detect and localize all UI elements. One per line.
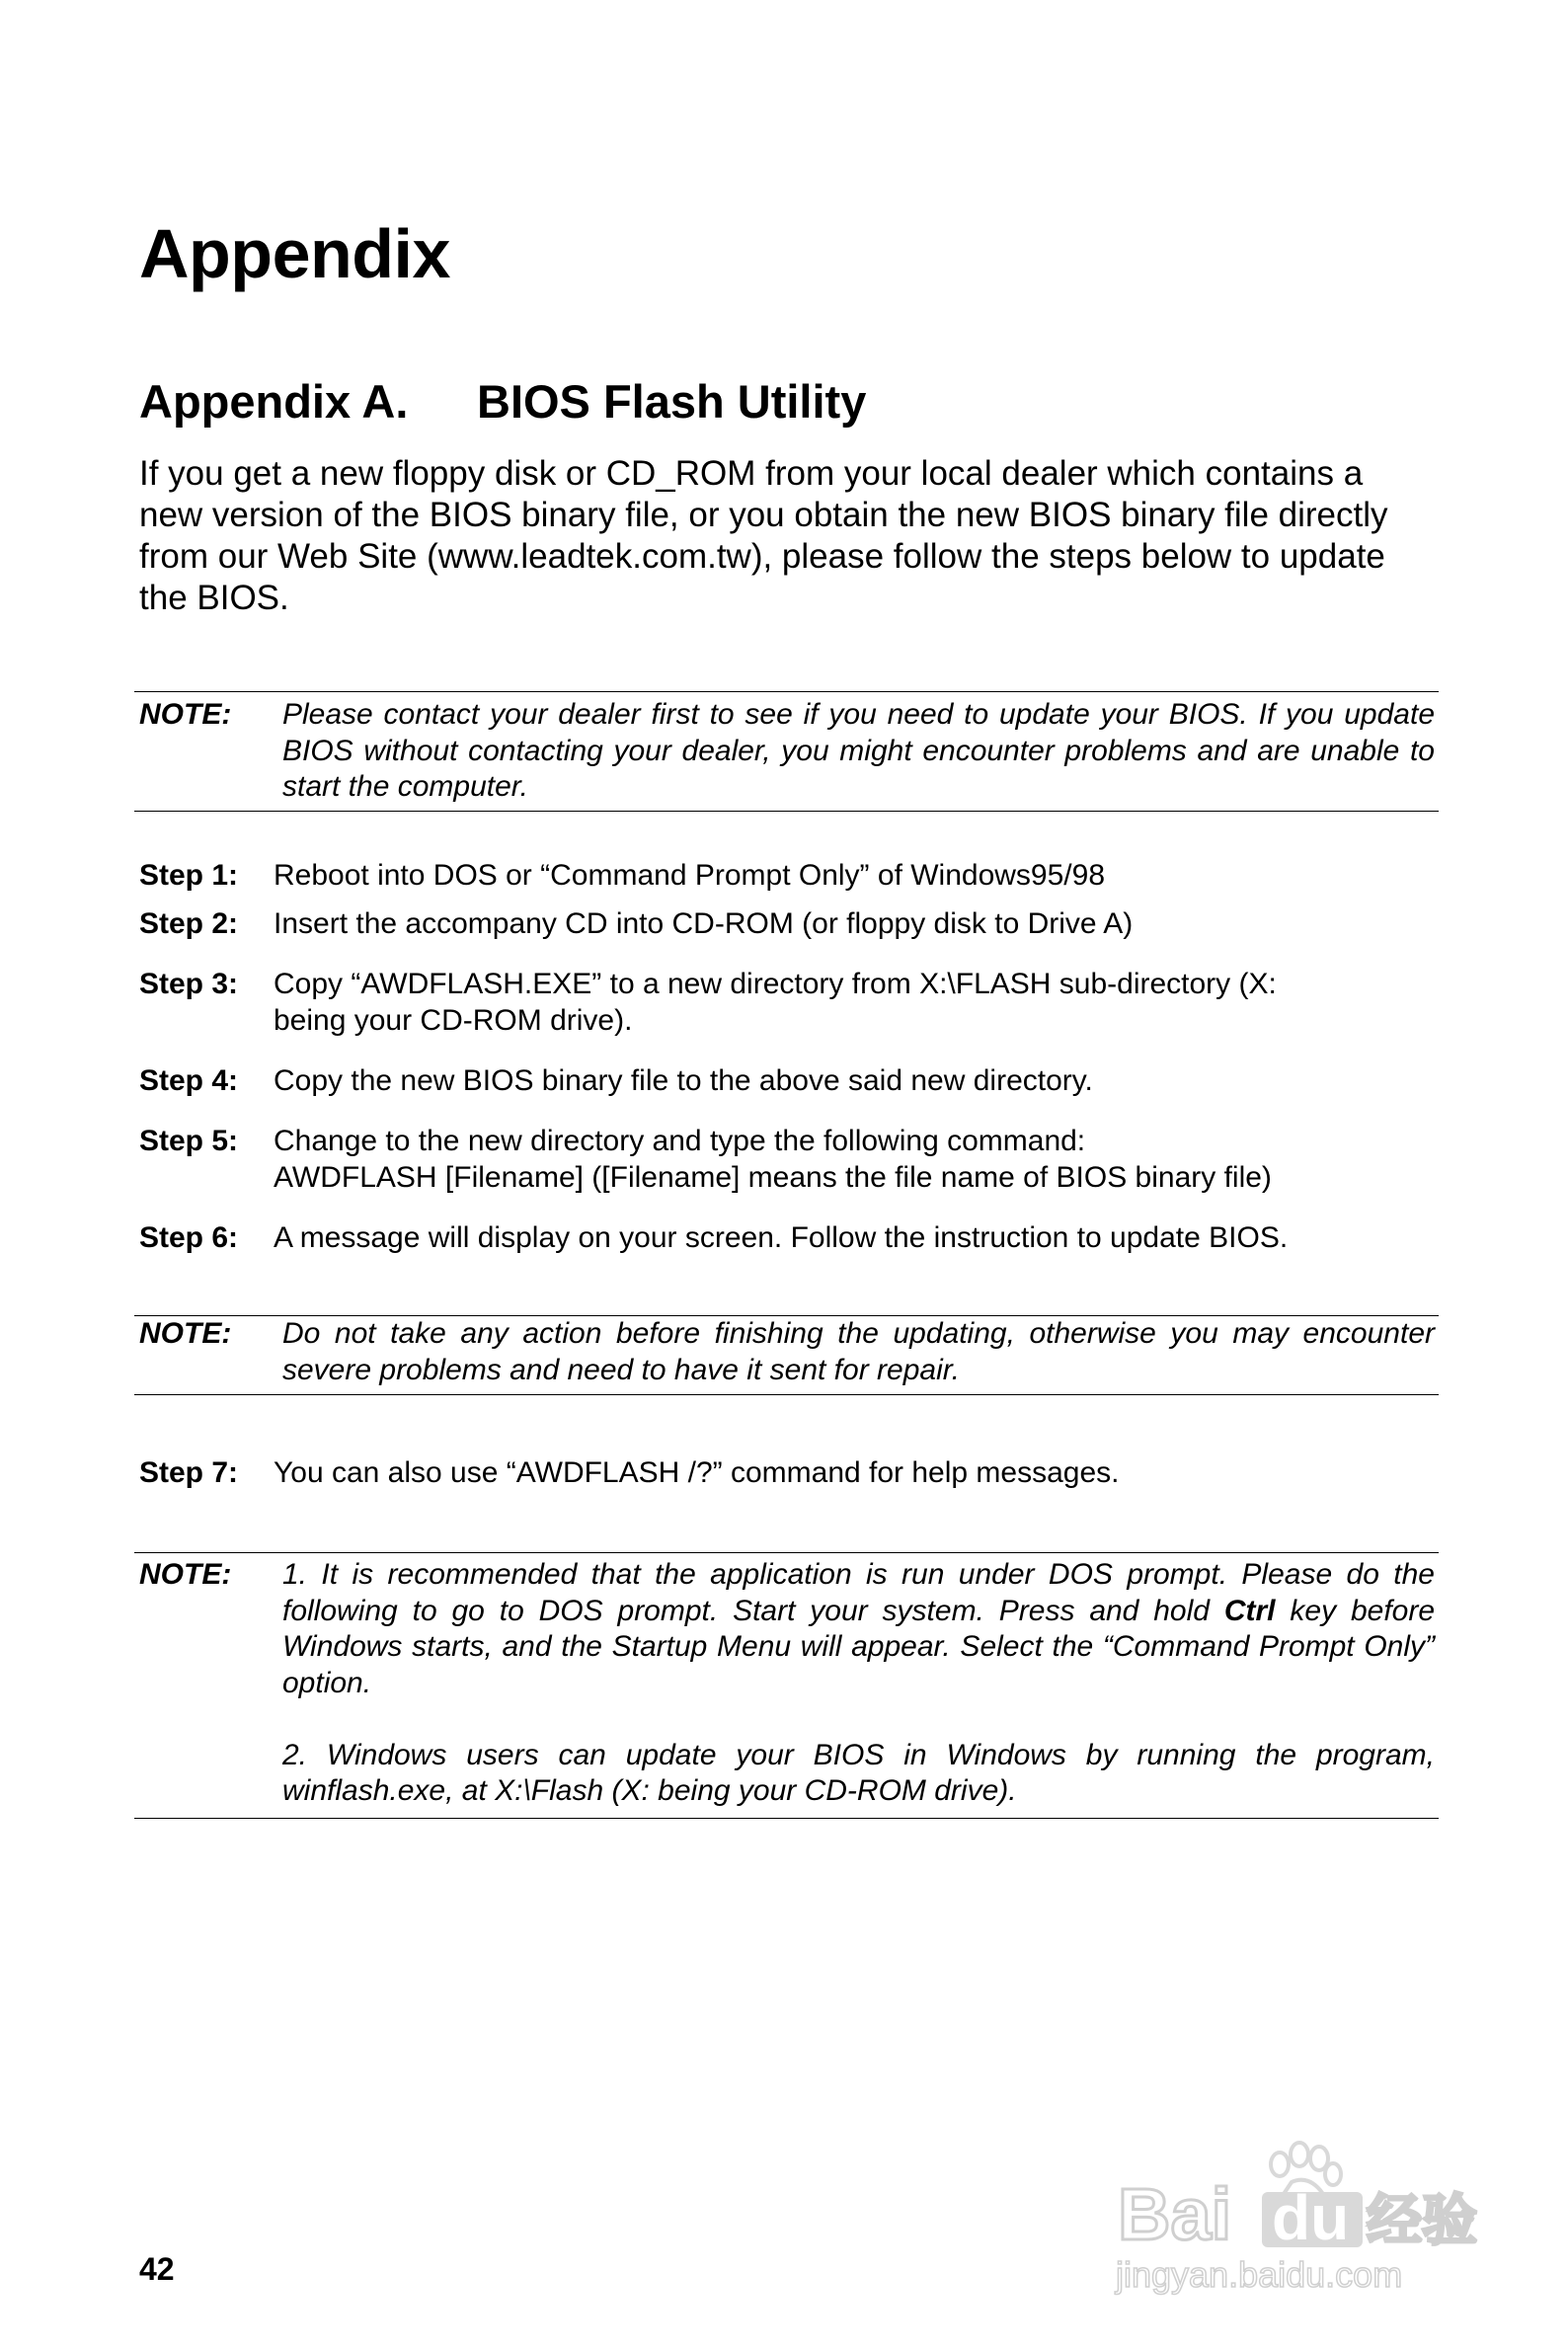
- note-paragraph: Do not take any action before finishing the updating, otherwise you may encounter severe problems and need to have it sent for repair.: [282, 1317, 1435, 1386]
- step-text: Reboot into DOS or “Command Prompt Only” of Windows95/98: [274, 859, 1106, 892]
- note-label: NOTE:: [139, 698, 232, 731]
- note-label: NOTE:: [139, 1317, 232, 1350]
- divider: [134, 1552, 1439, 1553]
- step-label: Step 2:: [139, 907, 239, 940]
- section-heading: [139, 375, 867, 428]
- divider: [134, 691, 1439, 692]
- divider: [134, 811, 1439, 812]
- svg-text:du: du: [1272, 2182, 1350, 2253]
- step-label: Step 5:: [139, 1125, 239, 1157]
- baidu-watermark: [1104, 2113, 1479, 2301]
- note-text: [282, 1316, 1435, 1388]
- svg-text:Bai: Bai: [1118, 2173, 1232, 2255]
- step-label: Step 6:: [139, 1221, 239, 1254]
- svg-text:经验: 经验: [1367, 2189, 1477, 2253]
- divider: [134, 1394, 1439, 1395]
- note-text: [282, 1557, 1435, 1810]
- note-paragraph: 1. It is recommended that the application is run under DOS prompt. Please do the following to go to DOS prompt. Start your system. Press and hold Ctrl key before Windows starts, and the Startup Menu will appear. Select the “Command Prompt Only” option.: [282, 1558, 1436, 1699]
- step-label: Step 3:: [139, 968, 239, 1000]
- intro-paragraph: If you get a new floppy disk or CD_ROM from your local dealer which contains a new version of the BIOS binary file, or you obtain the new BIOS binary file directly from our Web Site (www.leadtek.com.tw), please follow the steps below to update the BIOS.: [139, 454, 1388, 617]
- page-number: 42: [139, 2251, 175, 2287]
- step-text: Insert the accompany CD into CD-ROM (or floppy disk to Drive A): [274, 907, 1134, 940]
- note-text: [282, 697, 1435, 806]
- page-title: Appendix: [139, 215, 450, 292]
- step-text: AWDFLASH [Filename] ([Filename] means the file name of BIOS binary file): [274, 1160, 1272, 1194]
- section-number: Appendix A.: [139, 375, 409, 428]
- step-text: Copy the new BIOS binary file to the above said new directory.: [274, 1064, 1093, 1097]
- divider: [134, 1818, 1439, 1819]
- note-paragraph: Please contact your dealer first to see if you need to update your BIOS. If you update BIOS without contacting your dealer, you might encounter problems and are unable to start the computer.: [282, 698, 1435, 803]
- step-label: Step 4:: [139, 1064, 239, 1097]
- step-text: A message will display on your screen. Follow the instruction to update BIOS.: [274, 1221, 1289, 1254]
- step-label: Step 7:: [139, 1456, 239, 1489]
- step-label: Step 1:: [139, 859, 239, 892]
- note-box: [139, 1557, 1435, 1814]
- step-text: being your CD-ROM drive).: [274, 1003, 633, 1037]
- step-text: You can also use “AWDFLASH /?” command for help messages.: [274, 1456, 1120, 1489]
- note-label: NOTE:: [139, 1558, 232, 1591]
- baidu-paw-logo-icon: [1104, 2113, 1479, 2301]
- note-paragraph: 2. Windows users can update your BIOS in Windows by running the program, winflash.exe, at X:\Flash (X: being your CD-ROM drive).: [282, 1738, 1435, 1807]
- svg-text:jingyan.baidu.com: jingyan.baidu.com: [1116, 2254, 1403, 2295]
- note-box: [139, 697, 1435, 804]
- note-box: [139, 1316, 1435, 1387]
- ctrl-key-text: Ctrl: [1223, 1594, 1276, 1627]
- step-text: Copy “AWDFLASH.EXE” to a new directory from X:\FLASH sub-directory (X:: [274, 968, 1277, 1000]
- section-title: BIOS Flash Utility: [477, 375, 867, 428]
- step-text: Change to the new directory and type the following command:: [274, 1125, 1086, 1157]
